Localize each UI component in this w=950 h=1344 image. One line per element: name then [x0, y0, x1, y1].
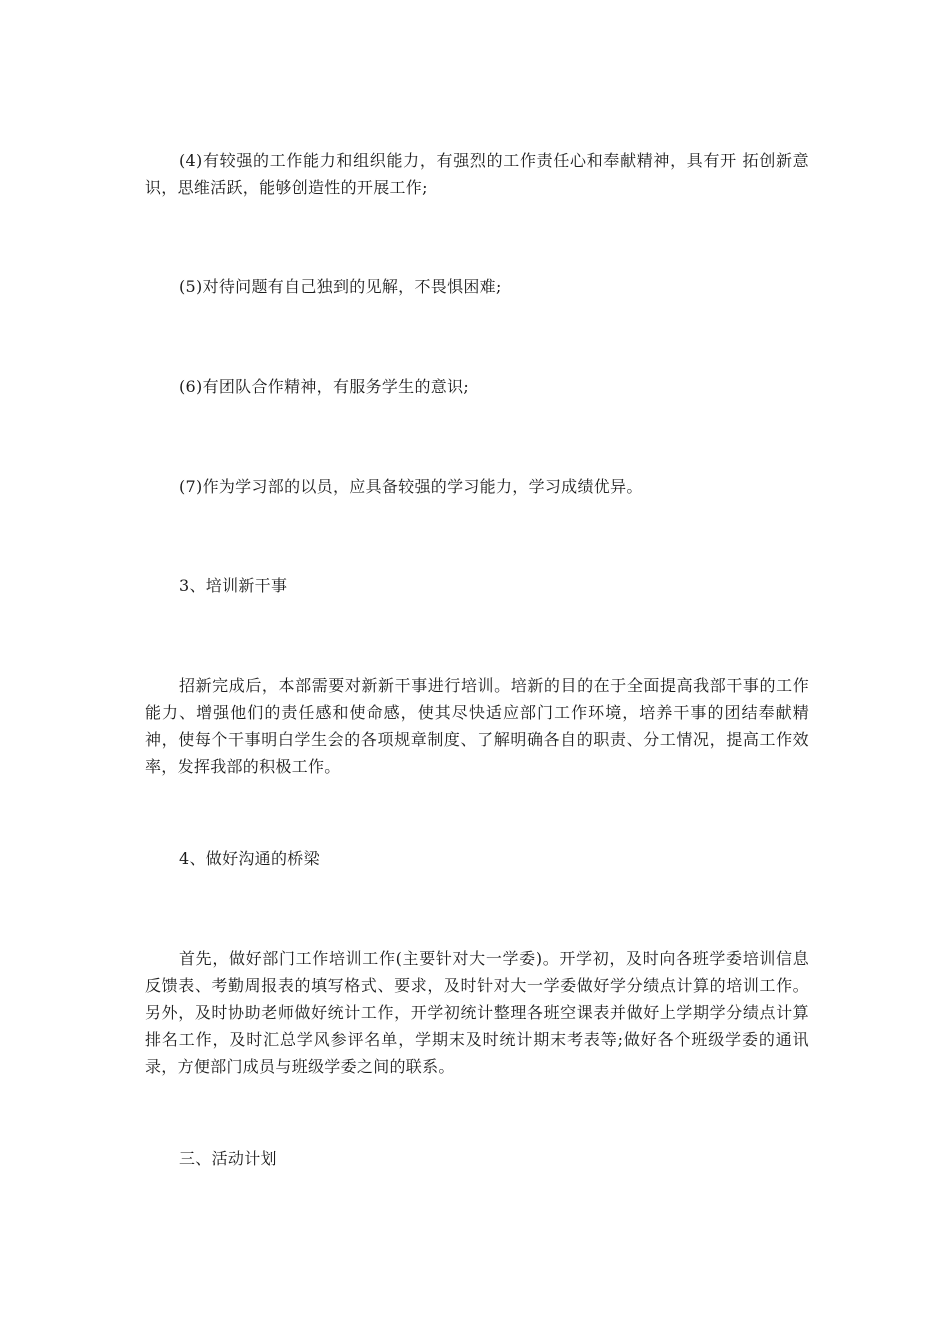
paragraph-requirement-7: (7)作为学习部的以员，应具备较强的学习能力，学习成绩优异。	[179, 477, 643, 496]
paragraph-requirement-5: (5)对待问题有自己独到的见解，不畏惧困难;	[179, 277, 502, 296]
paragraph-communication: 首先，做好部门工作培训工作(主要针对大一学委)。开学初，及时向各班学委培训信息反馈表、考勤周报表的填写格式、要求，及时针对大一学委做好学分绩点计算的培训工作。另外，及时协助老师做好统计工作，开学初统计整理各班空课表并做好上学期学分绩点计算排名工作，及时汇总学风参评名单，学期末及时统计期末考表等;做好各个班级学委的通讯录，方便部门成员与班级学委之间的联系。	[145, 949, 809, 1076]
paragraph-training: 招新完成后，本部需要对新新干事进行培训。培新的目的在于全面提高我部干事的工作能力、增强他们的责任感和使命感，使其尽快适应部门工作环境，培养干事的团结奉献精神，使每个干事明白学生会的各项规章制度、了解明确各自的职责、分工情况，提高工作效率，发挥我部的积极工作。	[145, 676, 809, 776]
paragraph-requirement-4: (4)有较强的工作能力和组织能力，有强烈的工作责任心和奉献精神，具有开 拓创新意识，思维活跃，能够创造性的开展工作;	[145, 151, 809, 197]
section-heading-communication: 4、做好沟通的桥梁	[179, 849, 320, 868]
paragraph-requirement-6: (6)有团队合作精神，有服务学生的意识;	[179, 377, 470, 396]
section-heading-activity-plan: 三、活动计划	[179, 1149, 277, 1168]
section-heading-training: 3、培训新干事	[179, 576, 288, 595]
